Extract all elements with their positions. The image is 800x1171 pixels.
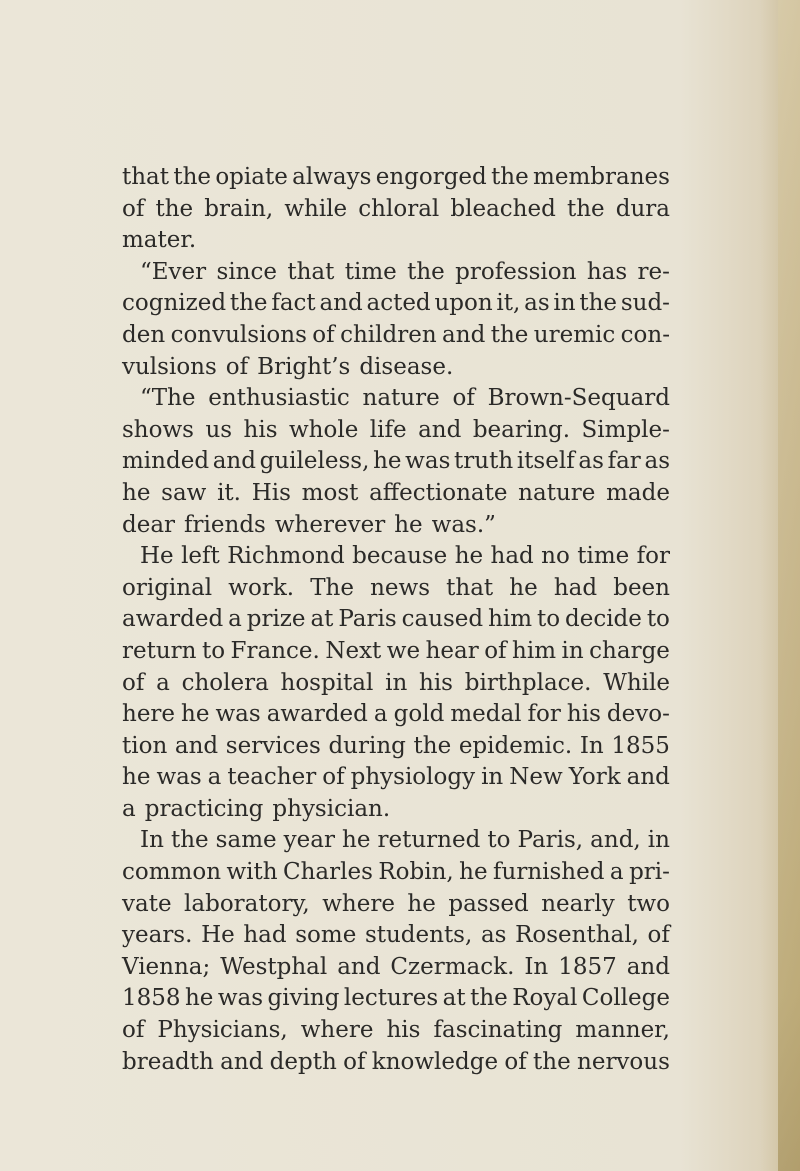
text-word: “Ever [140,258,207,285]
text-word: and [442,321,486,348]
text-word: giving [267,985,340,1012]
text-word: engorged [375,164,487,190]
text-word: was [405,448,451,475]
text-word: a [156,669,170,696]
text-word: original [122,574,213,601]
text-word: and, [590,827,641,854]
text-word: work. [228,574,295,601]
text-word: we [386,637,421,664]
text-word: knowledge [371,1048,499,1075]
text-word: he [509,574,538,601]
text-word: Next [325,637,382,664]
text-word: upon [434,290,493,317]
text-word: epidemic. [458,732,573,759]
text-line [122,825,670,857]
text-word: two [627,890,670,917]
text-word: physician. [272,795,391,822]
text-word: laboratory, [184,890,310,917]
text-word: cholera [181,669,269,696]
text-word: Czermack. [390,953,515,980]
text-word: awarded [122,606,224,633]
text-word: vate [122,890,172,917]
text-word: breadth [122,1048,214,1075]
text-word: New [509,764,563,791]
text-word: nervous [577,1048,670,1075]
text-line [122,510,670,542]
text-word: and [626,953,670,980]
text-word: to [201,637,226,664]
text-word: he [122,764,151,791]
text-word: return [122,637,197,664]
text-line [122,352,670,384]
text-line [122,952,670,984]
text-word: and [337,953,381,980]
text-word: the [491,164,529,190]
text-word: chloral [358,195,440,222]
text-word: time [344,258,397,285]
text-word: lectures [343,985,439,1012]
text-word: far [607,448,641,475]
text-line [122,162,670,194]
text-word: mater. [122,227,197,254]
text-word: 1855 [611,732,670,759]
text-word: Westphal [220,953,328,980]
text-word: at [442,985,466,1012]
text-line [122,257,670,289]
text-word: him [512,637,557,664]
text-word: some [295,922,357,949]
text-word: truth [454,448,514,475]
text-word: to [487,827,511,854]
text-word: students, [364,922,473,949]
text-word: where [300,1017,374,1044]
text-word: convulsions [170,321,307,348]
text-word: as [480,922,507,949]
text-word: of [452,385,475,412]
text-word: he [394,511,423,538]
text-word: a [609,859,624,886]
text-word: he [184,985,214,1012]
text-word: children [340,321,437,348]
text-word: of [122,1017,145,1044]
text-word: furnished [493,859,605,886]
text-word: 1858 [122,985,181,1012]
text-word: nature [362,385,440,412]
text-word: Brown-Sequard [487,385,670,412]
text-word: his [419,669,453,696]
text-word: minded [122,448,210,475]
text-word: since [216,258,277,285]
text-word: in [553,290,576,317]
text-word: decide [564,606,642,633]
text-word: While [603,669,670,696]
text-word: his [386,1017,421,1044]
text-word: and [220,1048,264,1075]
text-word: in [385,669,408,696]
text-line [122,636,670,668]
text-word: Bright’s [257,353,351,380]
text-word: brain, [204,195,274,222]
text-word: charge [589,637,670,664]
text-word: The [310,574,354,601]
text-word: passed [448,890,529,917]
text-word: caused [401,606,484,633]
text-word: den [122,321,166,348]
text-word: Robin, [378,859,454,886]
text-word: devo- [606,701,670,728]
text-word: shows [122,416,194,443]
text-word: France. [230,637,320,664]
text-word: Richmond [227,543,345,570]
text-word: in [561,637,584,664]
text-word: was [215,701,261,728]
page-edge-stain [778,0,800,1171]
text-word: disease. [359,353,454,380]
text-word: the [566,195,605,222]
text-word: the [579,290,618,317]
text-word: His [251,479,291,506]
text-word: he [459,859,488,886]
text-word: 1857 [558,953,617,980]
text-word: always [292,164,372,190]
text-word: affectionate [369,479,508,506]
text-word: cognized [122,290,227,317]
text-word: Paris [338,606,397,633]
text-line [122,573,670,605]
text-word: was [156,764,202,791]
text-word: con- [620,321,670,348]
text-word: the [155,195,194,222]
text-word: guileless, [259,448,370,475]
text-word: “The [140,385,196,412]
text-line [122,857,670,889]
text-word: Rosenthal, [515,922,639,949]
text-word: vulsions [122,353,217,380]
text-word: he [122,479,151,506]
text-word: in [647,827,670,854]
text-word: he [373,448,402,475]
text-line [122,225,670,257]
text-word: returned [377,827,481,854]
text-word: he [342,827,371,854]
text-word: he [454,543,484,570]
text-word: that [122,164,170,190]
text-word: medal [450,701,522,728]
text-word: dear [122,511,176,538]
text-word: the [173,164,211,190]
text-word: for [636,543,670,570]
text-word: membranes [533,164,670,190]
text-line [122,731,670,763]
text-word: the [470,985,508,1012]
text-line [122,699,670,731]
text-word: for [527,701,561,728]
text-word: year [283,827,335,854]
text-word: as [524,290,550,317]
text-word: Paris, [517,827,584,854]
text-word: enthusiastic [208,385,350,412]
text-word: He [140,543,174,570]
text-word: College [581,985,670,1012]
text-word: a [228,606,242,633]
text-word: itself [516,448,575,475]
text-word: York [568,764,621,791]
text-word: friends [184,511,266,538]
text-word: of [122,669,145,696]
text-word: and [212,448,256,475]
text-word: fact [271,290,316,317]
text-line [122,794,670,826]
text-word: teacher [227,764,317,791]
text-word: his [566,701,601,728]
text-word: here [122,701,176,728]
text-word: was [217,985,264,1012]
text-word: had [490,543,534,570]
text-word: and [626,764,670,791]
text-line [122,541,670,573]
text-word: of [122,195,145,222]
text-word: the [490,321,529,348]
text-word: practicing [144,795,264,822]
text-word: hospital [280,669,374,696]
text-line [122,446,670,478]
text-word: same [215,827,277,854]
text-word: awarded [266,701,368,728]
text-word: as [578,448,604,475]
text-line [122,1015,670,1047]
text-word: because [352,543,448,570]
text-word: had [243,922,287,949]
text-word: In [524,953,549,980]
text-line [122,668,670,700]
text-line [122,288,670,320]
text-word: was.” [431,511,496,538]
text-word: nature [518,479,596,506]
text-word: during [328,732,406,759]
text-line [122,194,670,226]
text-word: depth [269,1048,337,1075]
text-word: with [226,859,278,886]
text-word: common [122,859,222,886]
text-word: Royal [512,985,578,1012]
text-word: to [536,606,561,633]
text-word: the [533,1048,571,1075]
text-word: wherever [274,511,386,538]
text-word: bleached [450,195,556,222]
text-word: birthplace. [464,669,592,696]
text-word: Simple- [581,416,670,443]
text-word: time [577,543,630,570]
text-word: at [310,606,334,633]
text-word: that [446,574,494,601]
text-word: opiate [215,164,288,190]
text-word: gold [393,701,445,728]
text-word: physiology [350,764,476,791]
text-word: and [319,290,363,317]
text-word: no [541,543,570,570]
text-word: re- [637,258,670,285]
text-line [122,415,670,447]
text-word: it, [496,290,521,317]
text-word: uremic [533,321,616,348]
text-word: a [122,795,136,822]
text-word: hear [425,637,479,664]
text-word: has [586,258,628,285]
text-word: us [205,416,233,443]
text-line [122,983,670,1015]
text-line [122,383,670,415]
text-word: while [284,195,348,222]
text-word: a [207,764,222,791]
text-word: to [646,606,670,633]
text-word: of [322,764,345,791]
text-word: he [181,701,210,728]
text-word: had [553,574,598,601]
text-word: where [322,890,395,917]
text-word: sud- [620,290,670,317]
text-word: services [225,732,321,759]
text-word: made [606,479,670,506]
text-word: as [644,448,670,475]
text-word: In [579,732,604,759]
text-word: dura [615,195,670,222]
text-word: left [181,543,220,570]
text-word: profession [455,258,577,285]
text-word: the [170,827,209,854]
text-word: of [484,637,507,664]
text-word: the [229,290,268,317]
text-word: the [413,732,452,759]
text-word: him [488,606,533,633]
text-word: news [370,574,431,601]
text-word: years. [122,922,193,949]
text-word: of [225,353,249,380]
text-line [122,762,670,794]
text-word: that [287,258,335,285]
text-word: a [373,701,388,728]
text-word: Charles [283,859,373,886]
text-word: pri- [629,859,670,886]
text-word: of [647,922,670,949]
text-word: acted [366,290,431,317]
text-word: prize [246,606,306,633]
text-word: of [343,1048,366,1075]
text-word: of [504,1048,527,1075]
text-line [122,320,670,352]
text-word: saw [161,479,207,506]
text-line [122,920,670,952]
text-word: manner, [575,1017,670,1044]
body-text [122,162,670,1078]
text-word: he [407,890,436,917]
text-word: He [201,922,235,949]
text-word: in [481,764,504,791]
text-word: nearly [541,890,615,917]
text-line [122,478,670,510]
text-line [122,604,670,636]
text-word: it. [217,479,241,506]
text-word: the [407,258,445,285]
text-word: and [418,416,462,443]
text-word: and [174,732,219,759]
text-word: fascinating [433,1017,563,1044]
text-word: of [312,321,335,348]
text-word: been [613,574,670,601]
text-word: life [369,416,407,443]
text-word: In [140,827,164,854]
text-word: Physicians, [157,1017,288,1044]
text-word: tion [122,732,168,759]
text-word: most [301,479,359,506]
text-line [122,889,670,921]
text-line [122,1047,670,1079]
text-word: whole [288,416,359,443]
text-word: his [243,416,278,443]
text-word: bearing. [472,416,571,443]
text-word: Vienna; [122,953,211,980]
